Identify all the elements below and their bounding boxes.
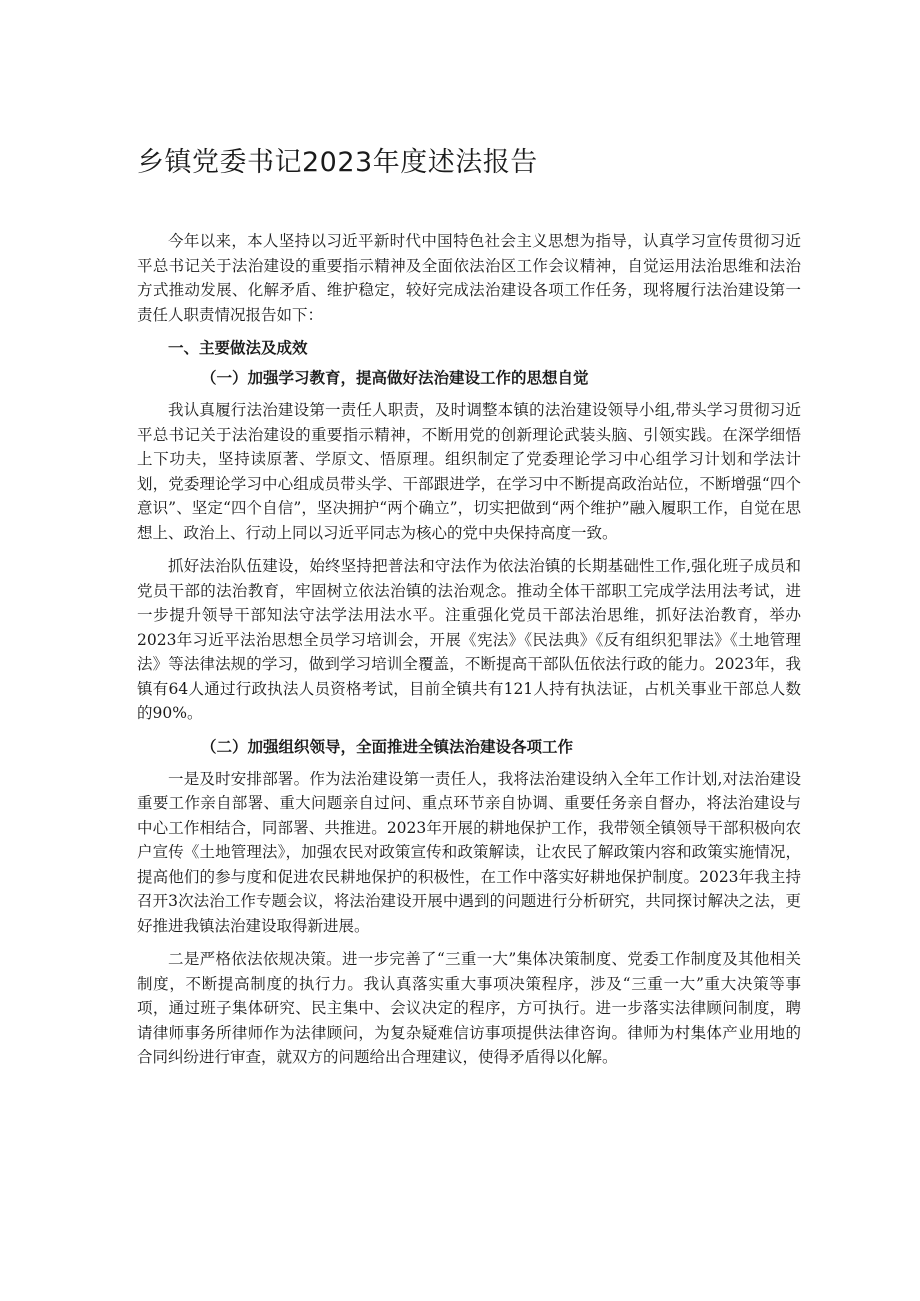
- paragraph-first-responsibility: 我认真履行法治建设第一责任人职责，及时调整本镇的法治建设领导小组,带头学习贯彻习近平总书记关于法治建设的重要指示精神，不断用党的创新理论武装头脑、引领实践。在深学细悟上下功夫，坚持读原著、学原文、悟原理。组织制定了党委理论学习中心组学习计划和学法计划，党委理论学习中心组成员带头学、干部跟进学，在学习中不断提高政治站位，不断增强“四个意识”、坚定“四个自信”，坚决拥护“两个确立”，切实把做到“两个维护”融入履职工作，自觉在思想上、政治上、行动上同以习近平同志为核心的党中央保持高度一致。: [137, 401, 801, 542]
- paragraph-timely-deployment: 一是及时安排部署。作为法治建设第一责任人，我将法治建设纳入全年工作计划,对法治建设重要工作亲自部署、重大问题亲自过问、重点环节亲自协调、重要任务亲自督办，将法治建设与中心工作相结合，同部署、共推进。2023年开展的耕地保护工作，我带领全镇领导干部积极向农户宣传《土地管理法》，加强农民对政策宣传和政策解读，让农民了解政策内容和政策实施情况，提高他们的参与度和促进农民耕地保护的积极性，在工作中落实好耕地保护制度。2023年我主持召开3次法治工作专题会议，将法治建设开展中遇到的问题进行分析研究，共同探讨解决之法，更好推进我镇法治建设取得新进展。: [137, 769, 801, 935]
- document-body: [137, 229, 801, 1079]
- paragraph-lawful-decision: 二是严格依法依规决策。进一步完善了“三重一大”集体决策制度、党委工作制度及其他相关制度，不断提高制度的执行力。我认真落实重大事项决策程序，涉及“三重一大”重大决策等事项，通过班子集体研究、民主集中、会议决定的程序，方可执行。进一步落实法律顾问制度，聘请律师事务所律师作为法律顾问，为复杂疑难信访事项提供法律咨询。律师为村集体产业用地的合同纠纷进行审查，就双方的问题给出合理建议，使得矛盾得以化解。: [137, 950, 801, 1066]
- document-title: 乡镇党委书记2023年度述法报告: [137, 147, 538, 178]
- paragraph-legal-team: 抓好法治队伍建设，始终坚持把普法和守法作为依法治镇的长期基础性工作,强化班子成员和党员干部的法治教育，牢固树立依法治镇的法治观念。推动全体干部职工完成学法用法考试，进一步提升领导干部知法守法学法用法水平。注重强化党员干部法治思维，抓好法治教育，举办2023年习近平法治思想全员学习培训会，开展《宪法》《民法典》《反有组织犯罪法》《土地管理法》等法律法规的学习，做到学习培训全覆盖，不断提高干部队伍依法行政的能力。2023年，我镇有64人通过行政执法人员资格考试，目前全镇共有121人持有执法证，占机关事业干部总人数的90%。: [137, 557, 801, 722]
- subsection-heading-organizational-leadership: （二）加强组织领导，全面推进全镇法治建设各项工作: [201, 737, 574, 756]
- intro-paragraph: 今年以来，本人坚持以习近平新时代中国特色社会主义思想为指导，认真学习宣传贯彻习近平总书记关于法治建设的重要指示精神及全面依法治区工作会议精神，自觉运用法治思维和法治方式推动发展、化解矛盾、维护稳定，较好完成法治建设各项工作任务，现将履行法治建设第一责任人职责情况报告如下：: [137, 232, 801, 324]
- subsection-heading-learning-education: （一）加强学习教育，提高做好法治建设工作的思想自觉: [201, 369, 589, 387]
- section-heading-main-practices: 一、主要做法及成效: [168, 339, 308, 357]
